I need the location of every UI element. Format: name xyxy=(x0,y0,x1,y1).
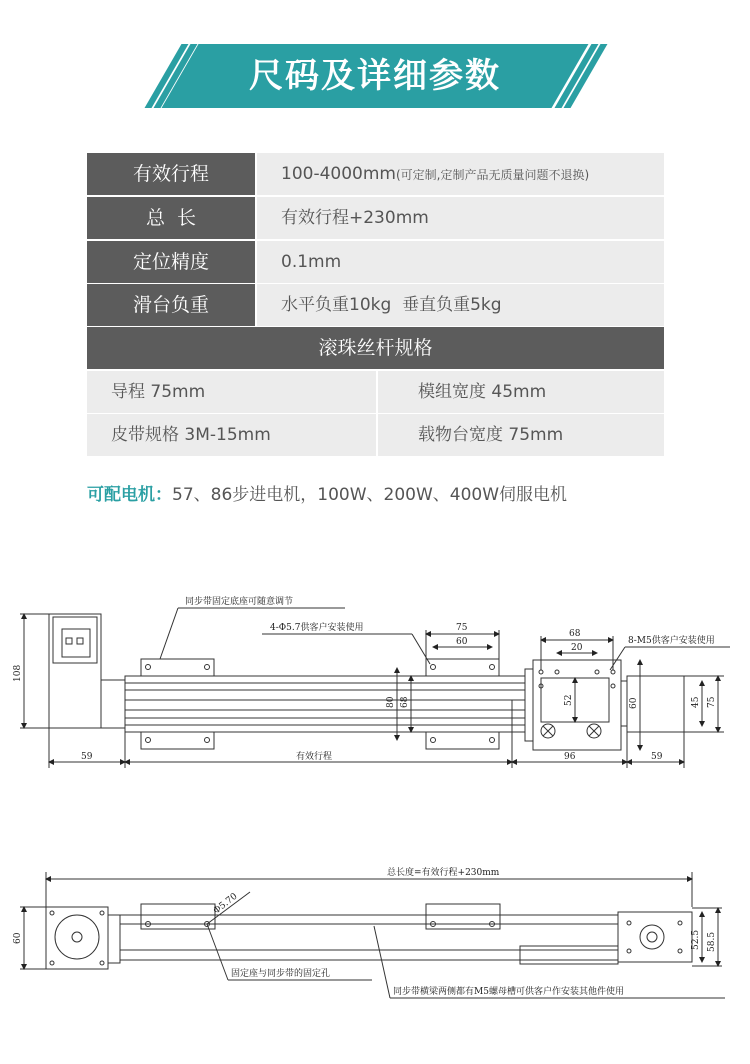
bearing-inner xyxy=(647,932,657,942)
dim-label: 52 xyxy=(564,694,574,706)
dim-label: 80 xyxy=(386,696,396,708)
fix-block xyxy=(426,904,500,929)
rail-body xyxy=(125,676,525,732)
mount-hole xyxy=(431,738,436,743)
leader-line xyxy=(412,634,430,664)
dim-label: 59 xyxy=(651,752,663,762)
spec-value-text: 100-4000mm xyxy=(281,164,396,184)
screw-spec-cell: 导程 75mm xyxy=(87,371,376,413)
mount-hole xyxy=(431,665,436,670)
connector-pin xyxy=(77,638,83,644)
dim-label: 75 xyxy=(456,623,468,633)
motor-body xyxy=(49,614,101,728)
connector-pin xyxy=(66,638,72,644)
mount-hole xyxy=(490,665,495,670)
end-cap-flange xyxy=(621,681,627,726)
banner-title: 尺码及详细参数 xyxy=(249,56,501,96)
motor-hole xyxy=(100,911,104,915)
callout-base: 同步带固定底座可随意调节 xyxy=(185,597,294,607)
end-hole xyxy=(678,921,682,925)
bearing xyxy=(640,925,664,949)
screw-spec-cell: 皮带规格 3M-15mm xyxy=(87,414,376,456)
dim-label: 68 xyxy=(400,696,410,708)
leader-line xyxy=(207,924,228,980)
m5-hole xyxy=(595,670,599,674)
screw-spec-header: 滚珠丝杆规格 xyxy=(87,327,664,369)
end-hole xyxy=(678,949,682,953)
hole-label: Φ5.70 xyxy=(211,891,240,917)
spec-value: 0.1mm xyxy=(257,241,664,283)
dim-label: 45 xyxy=(691,696,701,708)
dim-label: 20 xyxy=(571,643,583,653)
mount-hole xyxy=(205,738,210,743)
base-plate xyxy=(426,732,499,749)
motor-flange xyxy=(108,915,120,963)
total-length-label: 总长度=有效行程+230mm xyxy=(387,868,500,878)
base-plate xyxy=(426,659,499,676)
dim-label: 96 xyxy=(564,752,576,762)
dim-label: 60 xyxy=(13,932,23,944)
callout-slot: 同步带横梁两侧都有M5螺母槽可供客户作安装其他件使用 xyxy=(393,987,624,997)
end-block xyxy=(618,912,692,962)
carriage-side xyxy=(520,946,618,964)
spec-label: 总 长 xyxy=(87,197,255,239)
motor-flange xyxy=(101,680,125,728)
carriage-plate xyxy=(533,660,621,750)
motor-hole xyxy=(100,961,104,965)
leader-line xyxy=(160,608,178,659)
base-plate xyxy=(141,659,214,676)
callout-m5: 8-M5供客户安装使用 xyxy=(628,636,715,646)
mount-hole xyxy=(146,738,151,743)
motor-hole xyxy=(50,911,54,915)
motor-shaft xyxy=(72,932,82,942)
dim-label: 60 xyxy=(456,637,468,647)
m5-hole xyxy=(555,670,559,674)
spec-value: 有效行程+230mm xyxy=(257,197,664,239)
motor-value: 57、86步进电机，100W、200W、400W伺服电机 xyxy=(172,485,568,505)
motor-hole xyxy=(50,961,54,965)
motor-label: 可配电机： xyxy=(87,485,172,505)
drawing-side-view xyxy=(20,872,725,998)
dim-label: 60 xyxy=(629,697,639,709)
m5-hole xyxy=(611,684,615,688)
dim-label: 52.5 xyxy=(691,929,701,950)
mount-hole xyxy=(205,665,210,670)
m5-hole xyxy=(539,670,543,674)
spec-label: 定位精度 xyxy=(87,241,255,283)
spec-value-note: (可定制,定制产品无质量问题不退换) xyxy=(395,168,590,182)
dim-label: 68 xyxy=(569,629,581,639)
dim-label: 有效行程 xyxy=(296,752,333,762)
rail-side xyxy=(120,915,618,960)
mount-hole xyxy=(490,738,495,743)
callout-holes: 4-Φ5.7供客户安装使用 xyxy=(270,623,364,633)
drawing-top-view xyxy=(20,608,730,768)
motor-face xyxy=(55,915,99,959)
spec-label: 有效行程 xyxy=(87,153,255,195)
dim-label: 58.5 xyxy=(707,931,717,952)
leader-line xyxy=(610,647,625,670)
dim-label: 75 xyxy=(707,696,717,708)
spec-label: 滑台负重 xyxy=(87,284,255,326)
m5-hole xyxy=(611,670,615,674)
screw-spec-cell: 模组宽度 45mm xyxy=(378,371,664,413)
mount-hole xyxy=(146,665,151,670)
spec-value: 水平负重10kg 垂直负重5kg xyxy=(257,284,664,326)
screw-spec-cell: 载物台宽度 75mm xyxy=(378,414,664,456)
dim-label: 59 xyxy=(81,752,93,762)
dim-label: 108 xyxy=(13,664,23,682)
leader-line xyxy=(374,926,390,998)
base-plate xyxy=(141,732,214,749)
end-hole xyxy=(627,949,631,953)
end-hole xyxy=(627,921,631,925)
carriage-end xyxy=(525,669,533,741)
fix-block xyxy=(141,904,215,929)
callout-fix: 固定座与同步带的固定孔 xyxy=(231,969,331,979)
